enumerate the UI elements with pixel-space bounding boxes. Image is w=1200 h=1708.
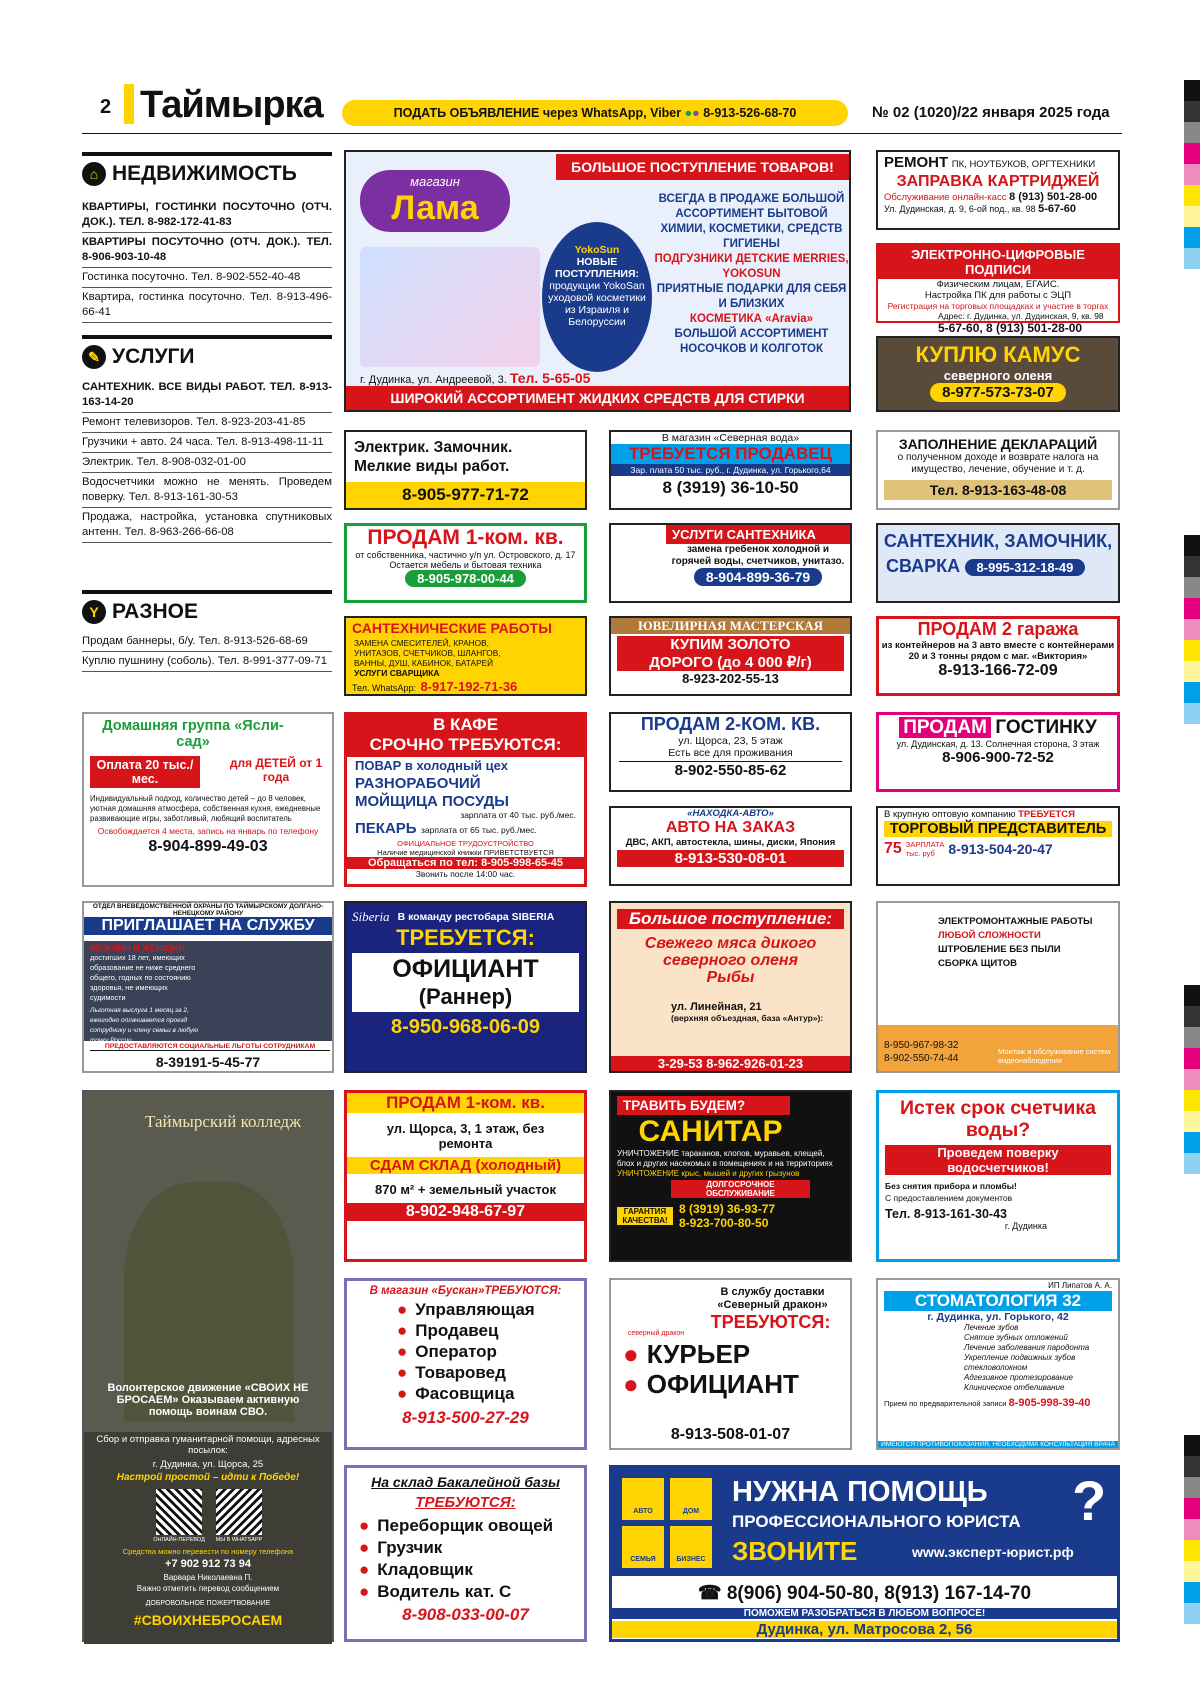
ad-dental: ИП Липатов А. А. СТОМАТОЛОГИЯ 32 г. Дудинка, ул. Горького, 42 Лечение зубов Снятие зубных отложений Лечение заболевания пародонта Укрепление подвижных зубов стекловолокном Адгезивное протезирование Клиническое отбеливание Прием по предварительной записи 8-905-998-39-40 ИМЕЮТСЯ ПРОТИВОПОКАЗАНИЯ, НЕОБХОДИМА КОНСУЛЬТАЦИЯ ВРАЧА <box>876 1278 1120 1450</box>
list-item: Продажа, настройка, установка спутниковых антенн. Тел. 8-963-266-66-08 <box>82 508 332 543</box>
ad-police-service: ОТДЕЛ ВНЕВЕДОМСТВЕННОЙ ОХРАНЫ ПО ТАЙМЫРСКОМУ ДОЛГАНО-НЕНЕЦКОМУ РАЙОНУ ПРИГЛАШАЕТ НА СЛУЖБУ МУЖЧИН И ЖЕНЩИН достигших 18 лет, имеющих образование не ниже среднего общего, годных по состоянию здоровья, не имеющих судимости Льготная выслуга 1 месяц за 2, ежегодно оплачивается проезд сотруднику и члену семьи в любую точку России ПРЕДОСТАВЛЯЮТСЯ СОЦИАЛЬНЫЕ ЛЬГОТЫ СОТРУДНИКАМ 8-39191-5-45-77 <box>82 901 334 1073</box>
ad-declaration: ЗАПОЛНЕНИЕ ДЕКЛАРАЦИЙ о полученном доходе и возврате налога на имущество, лечение, обучение и т. д. Тел. 8-913-163-48-08 <box>876 430 1120 510</box>
list-item: ● Переборщик овощей <box>359 1515 584 1537</box>
ad-lawyer: АВТО ДОМ СЕМЬЯ БИЗНЕС НУЖНА ПОМОЩЬ ? ПРОФЕССИОНАЛЬНОГО ЮРИСТА ЗВОНИТЕ www.эксперт-юрист.рф ☎ 8(906) 904-50-80, 8(913) 167-14-70 ПОМОЖЕМ РАЗОБРАТЬСЯ В ЛЮБОМ ВОПРОСЕ! Дудинка, ул. Матросова 2, 56 <box>609 1465 1120 1642</box>
house-icon: ⌂ <box>82 162 106 186</box>
ad-flat-warehouse: ПРОДАМ 1-ком. кв. ул. Щорса, 3, 1 этаж, без ремонта СДАМ СКЛАД (холодный) 870 м² + земельный участок 8-902-948-67-97 <box>344 1090 587 1262</box>
misc-icon: Y <box>82 600 106 624</box>
lama-assortment: ВСЕГДА В ПРОДАЖЕ БОЛЬШОЙ АССОРТИМЕНТ БЫТОВОЙ ХИМИИ, КОСМЕТИКИ, СРЕДСТВ ГИГИЕНЫ ПОДГУЗНИКИ ДЕТСКИЕ MERRIES, YOKOSUN ПРИЯТНЫЕ ПОДАРКИ ДЛЯ СЕБЯ И БЛИЗКИХ КОСМЕТИКА «Aravia» БОЛЬШОЙ АССОРТИМЕНТ НОСОЧКОВ И КОЛГОТОК <box>654 193 849 355</box>
ad-lama <box>344 150 851 412</box>
warehouse-job-list <box>347 1511 584 1603</box>
ad-electrical: ЭЛЕКТРОМОНТАЖНЫЕ РАБОТЫ ЛЮБОЙ СЛОЖНОСТИ ШТРОБЛЕНИЕ БЕЗ ПЫЛИ СБОРКА ЩИТОВ 8-950-967-98-32 8-902-550-74-44 Монтаж и обслуживание систем видеонаблюдения <box>876 901 1120 1073</box>
ad-repair: РЕМОНТ ПК, НОУТБУКОВ, ОРГТЕХНИКИ ЗАПРАВКА КАРТРИДЖЕЙ Обслуживание онлайн-касс 8 (913) 501-28-00 Ул. Дудинская, д. 9, 6-ой под., кв. 98 5-67-60 <box>876 150 1120 230</box>
list-item: Лечение заболевания пародонта <box>964 1343 1090 1352</box>
ad-garage: ПРОДАМ 2 гаража из контейнеров на 3 авто вместе с контейнерами 20 и 3 тонны рядом с маг. «Виктория» 8-913-166-72-09 <box>876 616 1120 696</box>
print-color-bars-3 <box>1184 985 1200 1174</box>
ad-ecp: ЭЛЕКТРОННО-ЦИФРОВЫЕ ПОДПИСИ Физическим лицам, ЕГАИС. Настройка ПК для работы с ЭЦП Регистрация на торговых площадках и участие в торгах Адрес: г. Дудинка, ул. Дудинская, 9, кв. 98 5-67-60, 8 (913) 501-28-00 <box>876 243 1120 323</box>
realty-list <box>82 198 332 323</box>
list-item: ● Кладовщик <box>359 1559 584 1581</box>
qr-code-transfer <box>156 1489 202 1535</box>
ad-seller: В магазин «Северная вода» ТРЕБУЕТСЯ ПРОДАВЕЦ Зар. плата 50 тыс. руб., г. Дудинка, ул. Горького,64 8 (3919) 36-10-50 <box>609 430 852 510</box>
ad-deer-meat: Большое поступление: Свежего мяса дикого северного оленя Рыбы ул. Линейная, 21 (верхняя объездная, база «Антур»): 3-29-53 8-962-926-01-23 <box>609 901 852 1073</box>
buskan-job-list <box>347 1297 584 1404</box>
products-image <box>360 247 540 367</box>
submit-ad-phone: 8-913-526-68-70 <box>703 106 797 120</box>
ad-buskan-jobs: В магазин «Бускан»ТРЕБУЮТСЯ: ● Управляющая ● Продавец ● Оператор ● Товаровед ● Фасовщица 8-913-500-27-29 <box>344 1278 587 1450</box>
print-color-bars-2 <box>1184 535 1200 724</box>
list-item: Ремонт телевизоров. Тел. 8-923-203-41-85 <box>82 413 332 433</box>
list-item: Квартира, гостинка посуточно. Тел. 8-913-496-66-41 <box>82 288 332 323</box>
list-item: ● Товаровед <box>397 1362 584 1383</box>
home-icon: ДОМ <box>670 1478 712 1520</box>
ad-auto-order: «НАХОДКА-АВТО» АВТО НА ЗАКАЗ ДВС, АКП, автостекла, шины, диски, Япония 8-913-530-08-01 <box>609 806 852 886</box>
list-item: ● КУРЬЕР <box>623 1339 850 1369</box>
print-color-bars-1 <box>1184 80 1200 269</box>
list-item: ● ОФИЦИАНТ <box>623 1369 850 1399</box>
wrench-icon: ✎ <box>82 345 106 369</box>
lama-banner: БОЛЬШОЕ ПОСТУПЛЕНИЕ ТОВАРОВ! <box>556 154 849 180</box>
family-icon: СЕМЬЯ <box>622 1526 664 1568</box>
misc-list <box>82 632 332 672</box>
business-icon: БИЗНЕС <box>670 1526 712 1568</box>
section-services-title: ✎ УСЛУГИ <box>82 335 332 369</box>
header-rule <box>82 133 1122 134</box>
list-item: Лечение зубов <box>964 1323 1019 1332</box>
question-mark: ? <box>1072 1469 1107 1532</box>
list-item: Куплю пушнину (соболь). Тел. 8-991-377-09-71 <box>82 652 332 672</box>
lama-footer: ШИРОКИЙ АССОРТИМЕНТ ЖИДКИХ СРЕДСТВ ДЛЯ СТИРКИ <box>346 386 849 410</box>
header-accent-bar <box>124 84 134 124</box>
list-item: КВАРТИРЫ ПОСУТОЧНО (ОТЧ. ДОК.). ТЕЛ. 8-906-903-10-48 <box>82 233 332 268</box>
list-item: ● Фасовщица <box>397 1383 584 1404</box>
issue-number: № 02 (1020)/22 января 2025 года <box>872 104 1110 121</box>
ad-electric: Электрик. Замочник. Мелкие виды работ. 8-905-977-71-72 <box>344 430 587 510</box>
list-item: Продам баннеры, б/у. Тел. 8-913-526-68-69 <box>82 632 332 652</box>
list-item: САНТЕХНИК. ВСЕ ВИДЫ РАБОТ. ТЕЛ. 8-913-163-14-20 <box>82 378 332 413</box>
list-item: ● Грузчик <box>359 1537 584 1559</box>
ad-gostinka: ПРОДАМ ГОСТИНКУ ул. Дудинская, д. 13. Солнечная сторона, 3 этаж 8-906-900-72-52 <box>876 712 1120 792</box>
phone-icon: ☎ <box>697 1583 722 1604</box>
list-item: КВАРТИРЫ, ГОСТИНКИ ПОСУТОЧНО (ОТЧ. ДОК.). ТЕЛ. 8-982-172-41-83 <box>82 198 332 233</box>
section-misc-title: Y РАЗНОЕ <box>82 590 332 624</box>
list-item: Грузчики + авто. 24 часа. Тел. 8-913-498-11-11 <box>82 433 332 453</box>
print-color-bars-4 <box>1184 1435 1200 1624</box>
list-item: ● Продавец <box>397 1320 584 1341</box>
list-item: ● Управляющая <box>397 1299 584 1320</box>
ad-cafe-jobs: В КАФЕ СРОЧНО ТРЕБУЮТСЯ: ПОВАР в холодный цех РАЗНОРАБОЧИЙ МОЙЩИЦА ПОСУДЫ зарплата от 40 тыс. руб./мес. ПЕКАРЬ зарплата от 65 тыс. руб./мес. ОФИЦИАЛЬНОЕ ТРУДОУСТРОЙСТВО Наличие медицинской книжки ПРИВЕТСТВУЕТСЯ Обращаться по тел: 8-905-998-65-45 Звонить после 14:00 час. <box>344 712 587 887</box>
list-item: Снятие зубных отложений <box>964 1333 1068 1342</box>
dental-services <box>878 1323 1118 1393</box>
dragon-job-list <box>611 1333 850 1399</box>
ad-college-volunteer: Таймырский колледж Волонтерское движение «СВОИХ НЕ БРОСАЕМ» Оказываем активную помощь воинам СВО. Сбор и отправка гуманитарной помощи, адресных посылок: г. Дудинка, ул. Щорса, 25 Настрой простой – идти к Победе! ОНЛАЙН-ПЕРЕВОД МЫ В WHATSAPP Средства можно перевести по номеру телефона +7 902 912 73 94 Варвара Николаевна П. Важно отметить перевод сообщением ДОБРОВОЛЬНОЕ ПОЖЕРТВОВАНИЕ #СВОИХНЕБРОСАЕМ <box>82 1090 334 1642</box>
ad-sales-rep: В крупную оптовую компанию ТРЕБУЕТСЯ ТОРГОВЫЙ ПРЕДСТАВИТЕЛЬ 75 ЗАРПЛАТА тыс. руб 8-913-504-20-47 <box>876 806 1120 886</box>
ad-flat-2room: ПРОДАМ 2-КОМ. КВ. ул. Щорса, 23, 5 этаж Есть все для проживания 8-902-550-85-62 <box>609 712 852 792</box>
ad-plumber-welder: САНТЕХНИК, ЗАМОЧНИК, СВАРКА 8-995-312-18-49 <box>876 523 1120 603</box>
lama-new-arrivals: YokoSun НОВЫЕ ПОСТУПЛЕНИЯ: продукции YokoSan уходовой косметики из Израиля и Белоруссии <box>542 222 652 372</box>
ad-warehouse-jobs: На склад Бакалейной базы ТРЕБУЮТСЯ: ● Переборщик овощей ● Грузчик ● Кладовщик ● Водитель кат. С 8-908-033-00-07 <box>344 1465 587 1642</box>
list-item: Электрик. Тел. 8-908-032-01-00 <box>82 453 332 473</box>
qr-code-whatsapp <box>216 1489 262 1535</box>
ad-water-meter: Истек срок счетчика воды? Проведем поверку водосчетчиков! Без снятия прибора и пломбы! С предоставлением документов Тел. 8-913-161-30-43 г. Дудинка <box>876 1090 1120 1262</box>
list-item: Укрепление подвижных зубов стекловолокном <box>964 1353 1076 1372</box>
list-item: Водосчетчики можно не менять. Проведем поверку. Тел. 8-913-161-30-53 <box>82 473 332 508</box>
section-realty-title: ⌂ НЕДВИЖИМОСТЬ <box>82 152 332 186</box>
page-number: 2 <box>100 96 112 118</box>
lama-address: г. Дудинка, ул. Андреевой, 3. Тел. 5-65-05 <box>360 370 591 386</box>
ad-plumbing: УСЛУГИ САНТЕХНИКА замена гребенок холодной и горячей воды, счетчиков, унитазо. 8-904-899-36-79 <box>609 523 852 603</box>
list-item: Адгезивное протезирование <box>964 1373 1073 1382</box>
list-item: ● Оператор <box>397 1341 584 1362</box>
list-item: Гостинка посуточно. Тел. 8-902-552-40-48 <box>82 268 332 288</box>
newspaper-logo: Таймырка <box>140 84 323 126</box>
submit-ad-text: ПОДАТЬ ОБЪЯВЛЕНИЕ через WhatsApp, Viber <box>393 106 682 120</box>
services-list <box>82 378 332 543</box>
list-item: ● Водитель кат. С <box>359 1581 584 1603</box>
ad-kamus: КУПЛЮ КАМУС северного оленя 8-977-573-73-07 <box>876 336 1120 412</box>
list-item: Клиническое отбеливание <box>964 1383 1065 1392</box>
ad-northern-dragon: В службу доставки «Северный дракон» ТРЕБУЮТСЯ: северный дракон ● КУРЬЕР ● ОФИЦИАНТ 8-913-508-01-07 <box>609 1278 852 1450</box>
ad-jewelry: ЮВЕЛИРНАЯ МАСТЕРСКАЯ КУПИМ ЗОЛОТО ДОРОГО (до 4 000 ₽/г) 8-923-202-55-13 <box>609 616 852 696</box>
viber-icon: ● <box>692 106 700 120</box>
car-icon: АВТО <box>622 1478 664 1520</box>
lawyer-phones: ☎ 8(906) 904-50-80, 8(913) 167-14-70 <box>697 1583 1032 1604</box>
ad-sanitar: ТРАВИТЬ БУДЕМ? САНИТАР УНИЧТОЖЕНИЕ тараканов, клопов, муравьев, клещей, блох и других насекомых в помещениях и на территориях УНИЧТОЖЕНИЕ крыс, мышей и других грызунов ДОЛГОСРОЧНОЕ ОБСЛУЖИВАНИЕ ГАРАНТИЯ КАЧЕСТВА! 8 (3919) 36-93-77 8-923-700-80-50 <box>609 1090 852 1262</box>
ad-siberia: Siberia В команду рестобара SIBERIA ТРЕБУЕТСЯ: ОФИЦИАНТ (Раннер) 8-950-968-06-09 <box>344 901 587 1073</box>
ad-sanworks: САНТЕХНИЧЕСКИЕ РАБОТЫ ЗАМЕНА СМЕСИТЕЛЕЙ, КРАНОВ, УНИТАЗОВ, СЧЕТЧИКОВ, ШЛАНГОВ, ВАННЫ, ДУШ, КАБИНОК, БАТАРЕЙ УСЛУГИ СВАРЩИКА Тел. WhatsApp: 8-917-192-71-36 <box>344 616 587 696</box>
ad-flat-1room: ПРОДАМ 1-ком. кв. от собственника, частично у/п ул. Островского, д. 17 Остается мебель и бытовая техника 8-905-978-00-44 <box>344 523 587 603</box>
whatsapp-icon: ● <box>684 106 693 120</box>
ad-kindergarten: Домашняя группа «Ясли-сад» Оплата 20 тыс./мес. для ДЕТЕЙ от 1 года Индивидуальный подход, количество детей – до 8 человек, уютная домашняя атмосфера, собственная кухня, ежедневные развивающие игры, заботливый, любящий воспитатель Освобождается 4 места, запись на январь по телефону 8-904-899-49-03 <box>82 712 334 887</box>
lama-logo: магазин Лама <box>360 170 510 232</box>
submit-ad-banner <box>342 100 848 126</box>
